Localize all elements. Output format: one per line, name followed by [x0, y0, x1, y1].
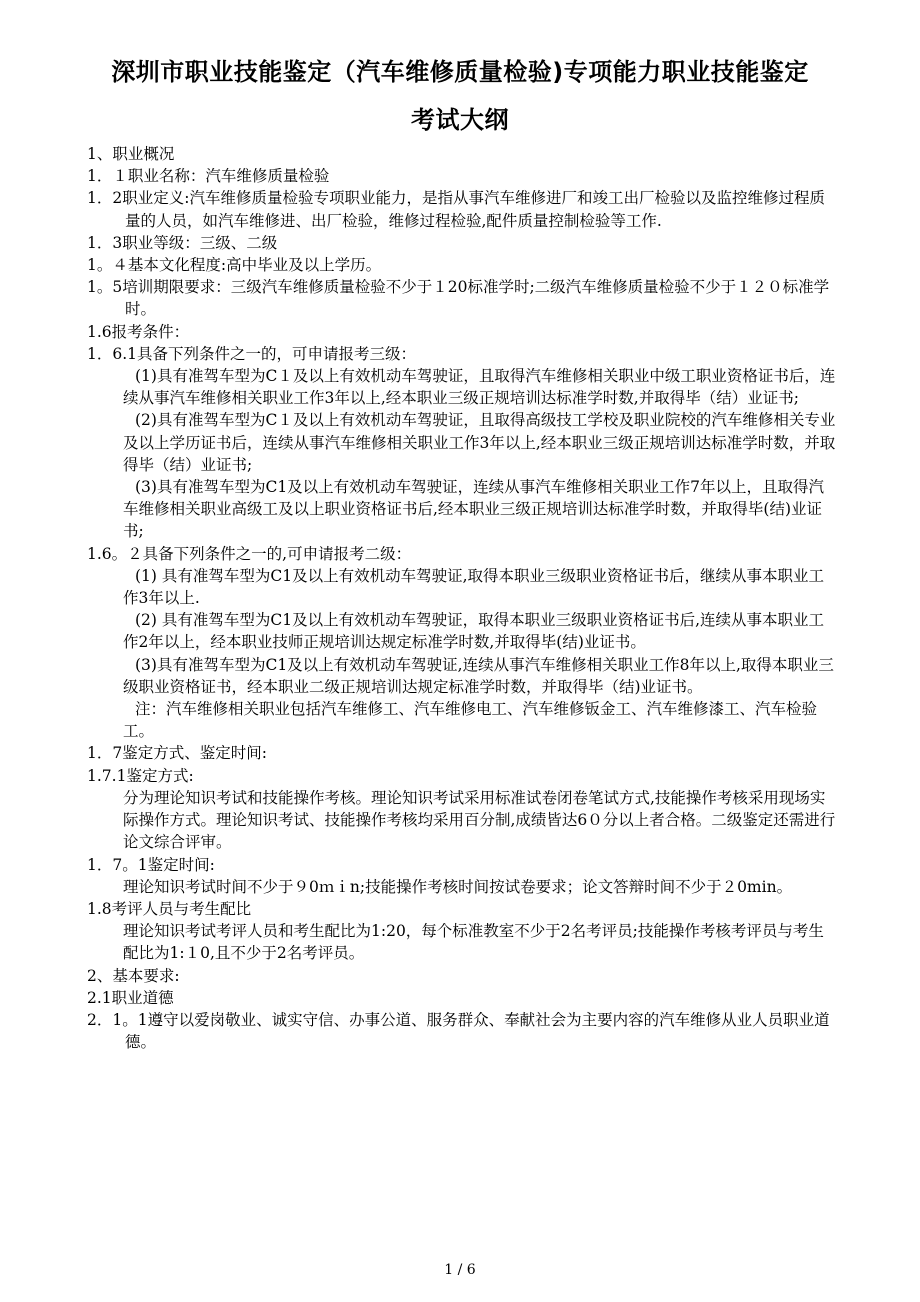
document-body [87, 143, 837, 1053]
paragraph: 分为理论知识考试和技能操作考核。理论知识考试采用标准试卷闭卷笔试方式,技能操作考核采用现场实际操作方式。理论知识考试、技能操作考核均采用百分制,成绩皆达6０分以上者合格。二级鉴定还需进行论文综合评审。 [123, 788, 836, 852]
paragraph: 理论知识考试考评人员和考生配比为1:20，每个标准教室不少于2名考评员;技能操作考核考评员与考生配比为1:１0,且不少于2名考评员。 [123, 922, 824, 963]
document-subtitle: 考试大纲 [411, 106, 509, 134]
page-number: 1 / 6 [444, 1262, 476, 1278]
paragraph: 1。４基本文化程度:高中毕业及以上学历。 [87, 256, 382, 275]
paragraph: (2) 具有准驾车型为C1及以上有效机动车驾驶证，取得本职业三级职业资格证书后,连续从事本职业工作2年以上，经本职业技师正规培训达规定标准学时数,并取得毕(结)业证书。 [123, 611, 825, 652]
paragraph: 1．7。1鉴定时间: [87, 855, 215, 874]
paragraph: (1)具有准驾车型为C１及以上有效机动车驾驶证，且取得汽车维修相关职业中级工职业资格证书后，连续从事汽车维修相关职业工作3年以上,经本职业三级正规培训达标准学时数,并取得毕（结）业证书; [123, 367, 836, 408]
paragraph: 1.7.1鉴定方式: [87, 766, 194, 785]
paragraph: 理论知识考试时间不少于９0ｍｉn;技能操作考核时间按试卷要求；论文答辩时间不少于２0min。 [123, 877, 793, 896]
paragraph: (2)具有准驾车型为C１及以上有效机动车驾驶证，且取得高级技工学校及职业院校的汽车维修相关专业及以上学历证书后，连续从事汽车维修相关职业工作3年以上,经本职业三级正规培训达标准学时数，并取得毕（结）业证书; [123, 411, 836, 474]
paragraph: 1．１职业名称：汽车维修质量检验 [87, 167, 330, 186]
document-title: 深圳市职业技能鉴定（汽车维修质量检验)专项能力职业技能鉴定 [111, 58, 809, 86]
paragraph: 2．1。1遵守以爱岗敬业、诚实守信、办事公道、服务群众、奉献社会为主要内容的汽车维修从业人员职业道德。 [87, 1010, 830, 1052]
paragraph: 1、职业概况 [87, 145, 175, 163]
paragraph: 1．2职业定义:汽车维修质量检验专项职业能力，是指从事汽车维修进厂和竣工出厂检验以及监控维修过程质量的人员，如汽车维修进、出厂检验，维修过程检验,配件质量控制检验等工作. [87, 189, 825, 230]
paragraph: 1.6报考条件： [87, 322, 190, 341]
paragraph: 1.6。２具备下列条件之一的,可申请报考二级： [87, 544, 412, 563]
paragraph: 1．7鉴定方式、鉴定时间: [87, 744, 267, 763]
paragraph: 1．3职业等级：三级、二级 [87, 233, 278, 252]
paragraph: 1。5培训期限要求：三级汽车维修质量检验不少于１20标准学时;二级汽车维修质量检验不少于１２０标准学时。 [87, 278, 830, 319]
paragraph: 2.1职业道德 [87, 988, 174, 1007]
paragraph: 注：汽车维修相关职业包括汽车维修工、汽车维修电工、汽车维修钣金工、汽车维修漆工、汽车检验工。 [123, 700, 818, 741]
paragraph: (1) 具有准驾车型为C1及以上有效机动车驾驶证,取得本职业三级职业资格证书后，继续从事本职业工作3年以上. [123, 566, 825, 608]
paragraph: (3)具有准驾车型为C1及以上有效机动车驾驶证,连续从事汽车维修相关职业工作8年以上,取得本职业三级职业资格证书，经本职业二级正规培训达规定标准学时数，并取得毕（结)业证书。 [123, 655, 834, 696]
paragraph: 1.8考评人员与考生配比 [87, 899, 252, 918]
paragraph: 1．6.1具备下列条件之一的，可申请报考三级： [87, 344, 417, 363]
paragraph: (3)具有准驾车型为C1及以上有效机动车驾驶证，连续从事汽车维修相关职业工作7年以上，且取得汽车维修相关职业高级工及以上职业资格证书后,经本职业三级正规培训达标准学时数，并取得毕(结)业证书; [123, 478, 825, 541]
paragraph: 2、基本要求: [87, 966, 180, 985]
